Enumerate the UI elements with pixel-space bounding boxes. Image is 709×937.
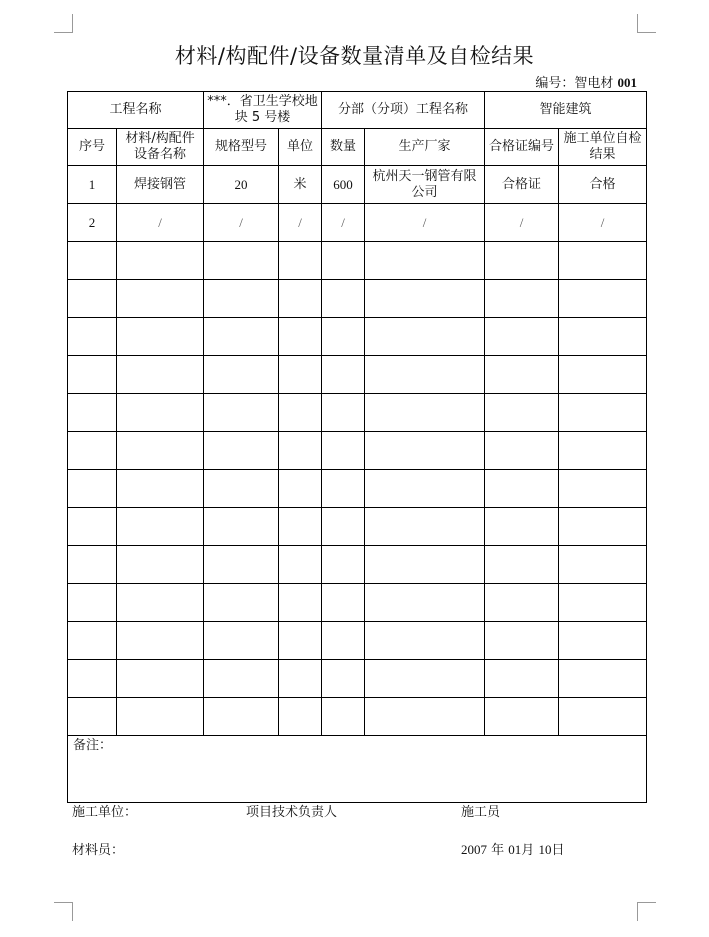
- cell-spec: /: [204, 204, 279, 242]
- table-row-empty: [68, 432, 647, 470]
- table-row-empty: [68, 584, 647, 622]
- cell-quantity: /: [322, 204, 365, 242]
- col-header-self-check: 施工单位自检结果: [559, 129, 647, 166]
- column-header-row: [68, 129, 647, 166]
- date-month-unit: 月: [521, 843, 535, 858]
- crop-mark-top-left: [54, 14, 73, 33]
- code-number: 001: [617, 75, 637, 90]
- project-info-row: [68, 92, 647, 129]
- division-name-value: 智能建筑: [485, 92, 647, 129]
- table-row-empty: [68, 622, 647, 660]
- cell-unit: /: [279, 204, 322, 242]
- date-day: 10: [538, 842, 552, 857]
- signing-date: [461, 839, 564, 858]
- tech-lead-label: 项目技术负责人: [246, 805, 338, 820]
- date-year: 2007: [461, 842, 487, 857]
- date-day-unit: 日: [551, 843, 565, 858]
- cell-quantity: 600: [322, 166, 365, 204]
- contractor-label: 施工单位：: [72, 805, 138, 820]
- col-header-manufacturer: 生产厂家: [365, 129, 485, 166]
- project-name-value: ***．省卫生学校地块 5 号楼: [204, 92, 322, 129]
- table-row-empty: [68, 470, 647, 508]
- crop-mark-bottom-left: [54, 902, 73, 921]
- document-title: 材料/构配件/设备数量清单及自检结果: [174, 44, 535, 68]
- cell-material-name: 焊接钢管: [117, 166, 204, 204]
- col-header-seq: 序号: [68, 129, 117, 166]
- cell-spec: 20: [204, 166, 279, 204]
- worker-label: 施工员: [461, 805, 501, 820]
- table-row-empty: [68, 660, 647, 698]
- col-header-spec: 规格型号: [204, 129, 279, 166]
- table-row: [68, 166, 647, 204]
- material-clerk-label: 材料员：: [72, 843, 125, 858]
- code-label: 编号：智电材: [535, 76, 614, 91]
- cell-self-check: 合格: [559, 166, 647, 204]
- cell-unit: 米: [279, 166, 322, 204]
- date-month: 01: [508, 842, 522, 857]
- col-header-unit: 单位: [279, 129, 322, 166]
- crop-mark-bottom-right: [637, 902, 656, 921]
- table-row: [68, 204, 647, 242]
- remarks-label: 备注：: [73, 738, 113, 753]
- table-row-empty: [68, 242, 647, 280]
- crop-mark-top-right: [637, 14, 656, 33]
- project-name-label: 工程名称: [68, 92, 204, 129]
- cell-seq: 1: [68, 166, 117, 204]
- cell-manufacturer: /: [365, 204, 485, 242]
- division-name-label: 分部（分项）工程名称: [322, 92, 485, 129]
- table-row-empty: [68, 394, 647, 432]
- table-row-empty: [68, 280, 647, 318]
- cell-seq: 2: [68, 204, 117, 242]
- table-row-empty: [68, 698, 647, 736]
- cell-cert-no: /: [485, 204, 559, 242]
- table-row-empty: [68, 546, 647, 584]
- col-header-cert-no: 合格证编号: [485, 129, 559, 166]
- cell-self-check: /: [559, 204, 647, 242]
- date-year-unit: 年: [491, 843, 505, 858]
- remarks-row: [68, 736, 647, 803]
- table-row-empty: [68, 318, 647, 356]
- remarks-cell: [68, 736, 647, 803]
- table-row-empty: [68, 356, 647, 394]
- col-header-quantity: 数量: [322, 129, 365, 166]
- cell-material-name: /: [117, 204, 204, 242]
- col-header-material-name: 材料/构配件设备名称: [117, 129, 204, 166]
- cell-cert-no: 合格证: [485, 166, 559, 204]
- document-code: [535, 72, 637, 91]
- table-row-empty: [68, 508, 647, 546]
- cell-manufacturer: 杭州天一钢管有限公司: [365, 166, 485, 204]
- material-list-table: [67, 91, 647, 803]
